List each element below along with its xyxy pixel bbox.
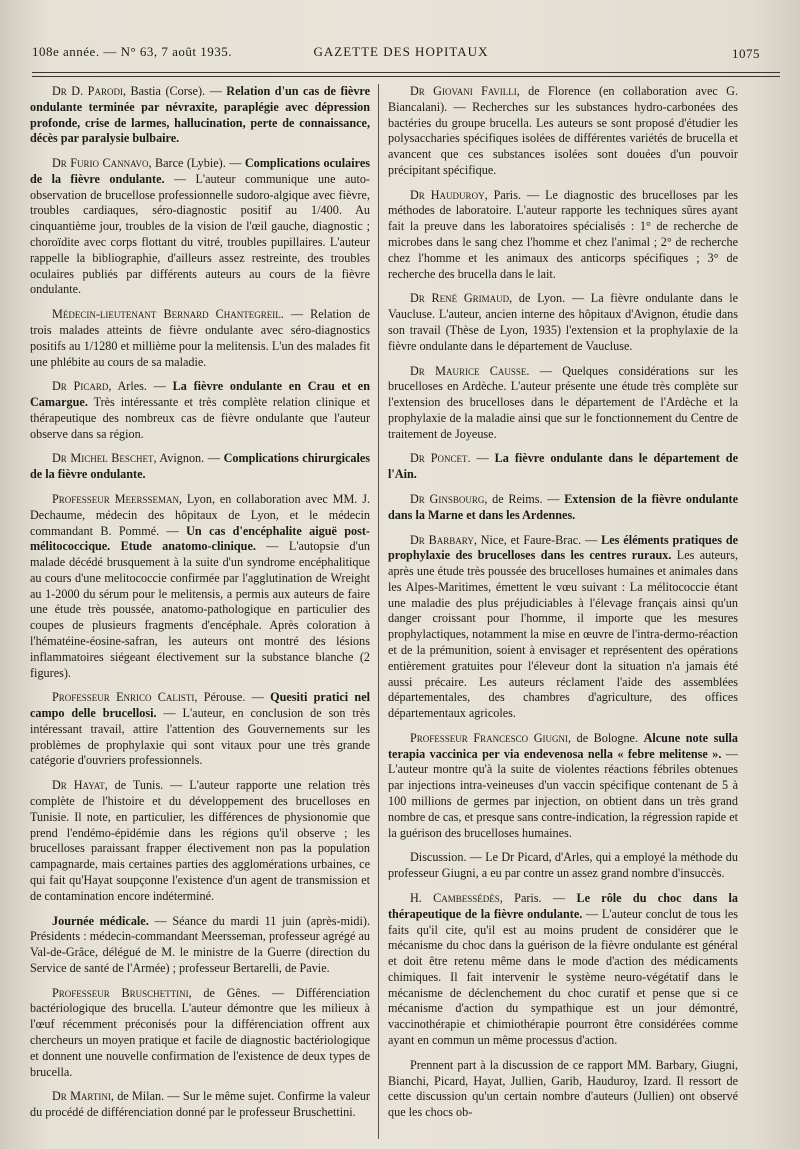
abstract-text: Quelques considérations sur les brucelloses en Ardèche. L'auteur présente une étude très complète sur l'extension des brucelloses dans le département de l'Ardèche et la prophylaxie de la maladie ainsi que sur le fonctionnement du Centre de traitement de Joyeuse.	[388, 363, 739, 441]
abstract-text: — L'auteur, en conclusion de son très intéressant travail, attire l'attention des Gouvernements sur les problèmes de prophylaxie qui sont vitaux pour une très grande catégorie d'ouvriers professionnels.	[30, 706, 370, 768]
author-name: Dr René Grimaud	[410, 291, 510, 306]
abstract-paragraph	[388, 533, 738, 722]
abstract-paragraph	[388, 891, 738, 1049]
column-divider	[378, 84, 379, 1139]
abstract-paragraph	[30, 451, 370, 483]
abstract-paragraph	[30, 307, 370, 370]
author-name: Professeur Bruschettini	[52, 985, 189, 1000]
author-name: Dr Giovani Favilli	[410, 84, 517, 98]
abstract-paragraph	[388, 850, 738, 882]
abstract-paragraph	[30, 1089, 370, 1121]
affiliation-text: , Paris. —	[484, 187, 546, 202]
affiliation-text: , de Florence (en collaboration avec G. Biancalani). —	[388, 84, 738, 114]
abstract-text: — L'auteur communique une auto-observation de brucellose professionnelle sudoro-algique avec fièvre, troubles cardiaques, séro-diagnostic positif au 1/400. Au cinquantième jour, troubles de la vision de l'œil gauche, diagnostic ; choroïdite avec corps flottant du vitré, troubles pupillaires. L'auteur rappelle la bibliographie, d'ailleurs assez restreinte, des troubles oculaires publiés par différents auteurs au cours de la fièvre ondulante.	[30, 171, 370, 297]
abstract-paragraph	[30, 690, 370, 769]
author-name: Dr Furio Cannavo	[52, 156, 149, 171]
communication-title: Journée médicale.	[52, 913, 149, 928]
author-name: Dr D. Parodi	[52, 84, 123, 98]
header-rule	[32, 72, 780, 73]
communication-title: Quesiti pratici nel campo delle brucellosi.	[30, 690, 370, 721]
abstract-paragraph	[388, 492, 738, 524]
author-name: Dr Maurice Causse	[410, 363, 527, 378]
affiliation-text: , de Gênes. —	[188, 985, 296, 1000]
affiliation-text: , Bastia (Corse). —	[122, 84, 227, 98]
affiliation-text: , Avignon. —	[153, 451, 224, 466]
abstract-text: — Séance du mardi 11 juin (après-midi). Présidents : médecin-commandant Meersseman, professeur agrégé au Val-de-Grâce, délégué de M. le ministre de la Guerre (direction du Service de santé de l'Armée) ; professeur Bertarelli, de Pavie.	[30, 913, 371, 975]
communication-title: Les éléments pratiques de prophylaxie des brucelloses dans les centres ruraux.	[388, 532, 739, 563]
author-name: Dr Poncet	[410, 451, 468, 466]
issue-line: 108e année. — N° 63, 7 août 1935.	[32, 44, 233, 59]
affiliation-text: , de Bologne.	[568, 730, 644, 745]
communication-title: Un cas d'encéphalite aiguë post-mélitococcique. Etude anatomo-clinique.	[30, 523, 370, 554]
author-name: Dr Ginsbourg	[410, 491, 485, 506]
abstract-paragraph	[388, 84, 738, 179]
abstract-text: La fièvre ondulante dans le Vaucluse. L'auteur, ancien interne des hôpitaux d'Avignon, étudie dans son travail (Thèse de Lyon, 1935) l'extension et la prophylaxie de la fièvre ondulante dans le département de Vaucluse.	[388, 291, 738, 353]
abstract-paragraph	[30, 778, 370, 904]
communication-title: Extension de la fièvre ondulante dans la Marne et dans les Ardennes.	[388, 491, 739, 522]
abstract-paragraph	[30, 84, 370, 147]
abstract-text: Les auteurs, après une étude très poussée des brucelloses humaines et animales dans les Alpes-Maritimes, émettent le vœu suivant : La mélitococcie étant une maladie des plus préjudiciables à l'élevage français ainsi qu'un danger croissant pour l'homme, il importe que les mesures prophylactiques, notamment la mise en œuvre de l'intra-dermo-réaction et de la prémunition, soient à envisager et représentent des opérations entièrement gratuites pour l'éleveur dont la situation n'a jamais été aussi précaire. Les auteurs réclament l'aide des assemblées départementales, des chambres d'agriculture, des offices départementaux agricoles.	[388, 548, 738, 721]
author-name: Professeur Francesco Giugni	[410, 730, 568, 745]
header-rule-thin	[32, 76, 780, 77]
abstract-paragraph	[388, 291, 738, 354]
abstract-text: Très intéressante et très complète relation clinique et thérapeutique des nombreux cas de fièvre ondulante que l'auteur observe dans sa région.	[30, 395, 370, 441]
author-name: H. Cambessédès	[410, 890, 500, 905]
abstract-paragraph	[30, 492, 370, 681]
author-name: Médecin-lieutenant Bernard Chantegreil	[52, 307, 281, 322]
abstract-paragraph	[388, 1058, 738, 1121]
communication-title: Complications chirurgicales de la fièvre ondulante.	[30, 451, 371, 482]
affiliation-text: . —	[526, 363, 563, 378]
affiliation-text: , de Reims. —	[484, 491, 565, 506]
author-name: Dr Martini	[52, 1089, 111, 1104]
communication-title: Complications oculaires de la fièvre ondulante.	[30, 156, 370, 186]
author-name: Dr Hayat	[52, 778, 105, 793]
communication-title: Alcune note sulla terapia vaccinica per via endevenosa nella « febre melitense ».	[388, 730, 738, 761]
journal-title: GAZETTE DES HOPITAUX	[313, 44, 489, 59]
communication-title: La fièvre ondulante dans le département de l'Ain.	[388, 451, 738, 482]
abstract-text: Recherches sur les substances hydro-carbonées des bactéries du groupe brucella. Les auteurs se sont proposé d'étudier les polysaccharies spécifiques isolées de différentes variétés de brucella et avancent que ces substances isolées sont douées d'un pouvoir précipitant spécifique.	[388, 99, 738, 177]
author-name: Professeur Enrico Calisti	[52, 690, 195, 705]
communication-title: Le rôle du choc dans la thérapeutique de la fièvre ondulante.	[388, 890, 738, 921]
running-header	[32, 44, 770, 62]
affiliation-text: , Pérouse. —	[194, 690, 271, 705]
abstract-paragraph	[30, 379, 370, 442]
communication-title: Relation d'un cas de fièvre ondulante terminée par névraxite, paraplégie avec dépression profonde, crise de larmes, hallucination, perte de connaissance, décès par paralysie bulbaire.	[30, 84, 371, 146]
affiliation-text: , de Lyon. —	[509, 291, 591, 306]
abstract-text: Le diagnostic des brucelloses par les méthodes de laboratoire. L'auteur rapporte les techniques sûres ayant fait la preuve dans les laboratoires spécialisés : 1° de recherche de microbes dans le sang chez l'homme et chez l'animal ; 2° de recherche chez l'homme et les animaux des anticorps spécifiques ; 3° de recherche des brucella dans le lait.	[388, 187, 738, 281]
abstract-text: — L'auteur montre qu'à la suite de violentes réactions fébriles obtenues par injections intra-veineuses d'un vaccin spécifique contenant de 5 à 100 millions de germes par injection, on obtient dans un très grand nombre de cas, et presque sans contre-indication, la régression rapide et la guérison des brucelloses humaines.	[388, 746, 738, 840]
author-name: Dr Barbary	[410, 532, 474, 547]
author-name: Dr Picard	[52, 379, 109, 394]
author-name: Dr Michel Beschet	[52, 451, 154, 466]
affiliation-text: , Barce (Lybie). —	[148, 156, 245, 171]
communication-title: La fièvre ondulante en Crau et en Camargue.	[30, 379, 370, 410]
affiliation-text: . —	[280, 307, 311, 322]
abstract-text: Prennent part à la discussion de ce rapport MM. Barbary, Giugni, Bianchi, Picard, Hayat, Jullien, Garib, Hauduroy, Izard. Il ressort de cette discussion qu'un certain nombre d'auteurs (Jullien) ont observé que les chocs ob-	[388, 1057, 738, 1120]
abstract-text: Différenciation bactériologique des brucella. L'auteur démontre que les milieux à l'œuf récemment préconisés pour la différenciation offrent aux chercheurs un moyen pratique et facile de diagnostic bactériologique et donnent une nouvelle confirmation de l'existence de deux types de brucella.	[30, 985, 370, 1079]
abstract-paragraph	[30, 156, 370, 298]
abstract-paragraph	[388, 451, 738, 483]
author-name: Dr Hauduroy	[410, 187, 485, 202]
left-column	[30, 84, 370, 1130]
affiliation-text: , Arles. —	[108, 379, 173, 394]
affiliation-text: , Paris. —	[499, 890, 577, 905]
abstract-paragraph	[388, 364, 738, 443]
affiliation-text: , de Tunis. —	[104, 778, 190, 793]
abstract-text: Relation de trois malades atteints de fièvre ondulante avec séro-diagnostics positifs au 1/1280 et millième pour la melitensis. L'un des malades fit une phlébite au cours de sa maladie.	[30, 307, 371, 369]
abstract-paragraph	[30, 986, 370, 1081]
abstract-text: L'auteur rapporte une relation très complète de l'histoire et du développement des brucelloses en Tunisie. Il note, en particulier, les différences de physionomie que prend l'endémo-épidémie dans les régions qu'il observe ; les brucelloses paraissant frapper électivement non pas la population campagnarde, mais certaines parties des agglomérations urbaines, ce qui fait qu'Hayat soupçonne l'existence d'un agent de transmission et de contamination encore indéterminé.	[30, 778, 371, 903]
abstract-text: Sur le même sujet. Confirme la valeur du procédé de différenciation donné par le professeur Bruschettini.	[30, 1089, 370, 1120]
abstract-paragraph	[30, 914, 370, 977]
abstract-paragraph	[388, 731, 738, 841]
affiliation-text: , Lyon, en collaboration avec MM. J. Dechaume, médecin des hôpitaux de Lyon, et le médecin commandant B. Pommé. —	[30, 491, 371, 538]
abstract-text: — L'autopsie d'un malade décédé brusquement à la suite d'un syndrome encéphalitique au cours d'une melitococcie confirmée par l'agglutination de Wreight au 1-2000 du sérum pour le melitensis, a permis aux auteurs de faire une étude très poussée, anatomo-pathologique en particulier des coupes de plusieurs fragments d'encéphale. Après coloration à l'hématéine-éosine-safran, les auteurs ont montré des lésions inflammatoires siégeant électivement sur la substance blanche (2 figures).	[30, 539, 371, 680]
affiliation-text: , Nice, et Faure-Brac. —	[473, 532, 602, 547]
author-name: Professeur Meersseman	[52, 491, 180, 506]
abstract-text: — L'auteur conclut de tous les faits qu'il cite, qu'il est au moins prudent de considérer que le mécanisme du choc dans la guérison de la fièvre ondulante est général et doit être retenu même dans le mode d'action des médicaments chimiques. Il fait intervenir le système neuro-végétatif dans le mécanisme de déclenchement du choc curatif et pense que si ce mécanisme d'action du sympathique est un jour démontré, vaccinothérapie et chimiothérapie pourront être considérées comme ayant en commun un même processus d'action.	[388, 906, 738, 1047]
right-column	[388, 84, 738, 1130]
page-number: 1075	[732, 46, 760, 61]
affiliation-text: Discussion. — Le Dr Picard, d'Arles, qui a employé la méthode du professeur Giugni, a eu par contre un assez grand nombre d'insuccès.	[388, 850, 738, 881]
abstract-paragraph	[388, 188, 738, 283]
affiliation-text: . —	[467, 451, 495, 466]
affiliation-text: , de Milan. —	[110, 1089, 183, 1104]
